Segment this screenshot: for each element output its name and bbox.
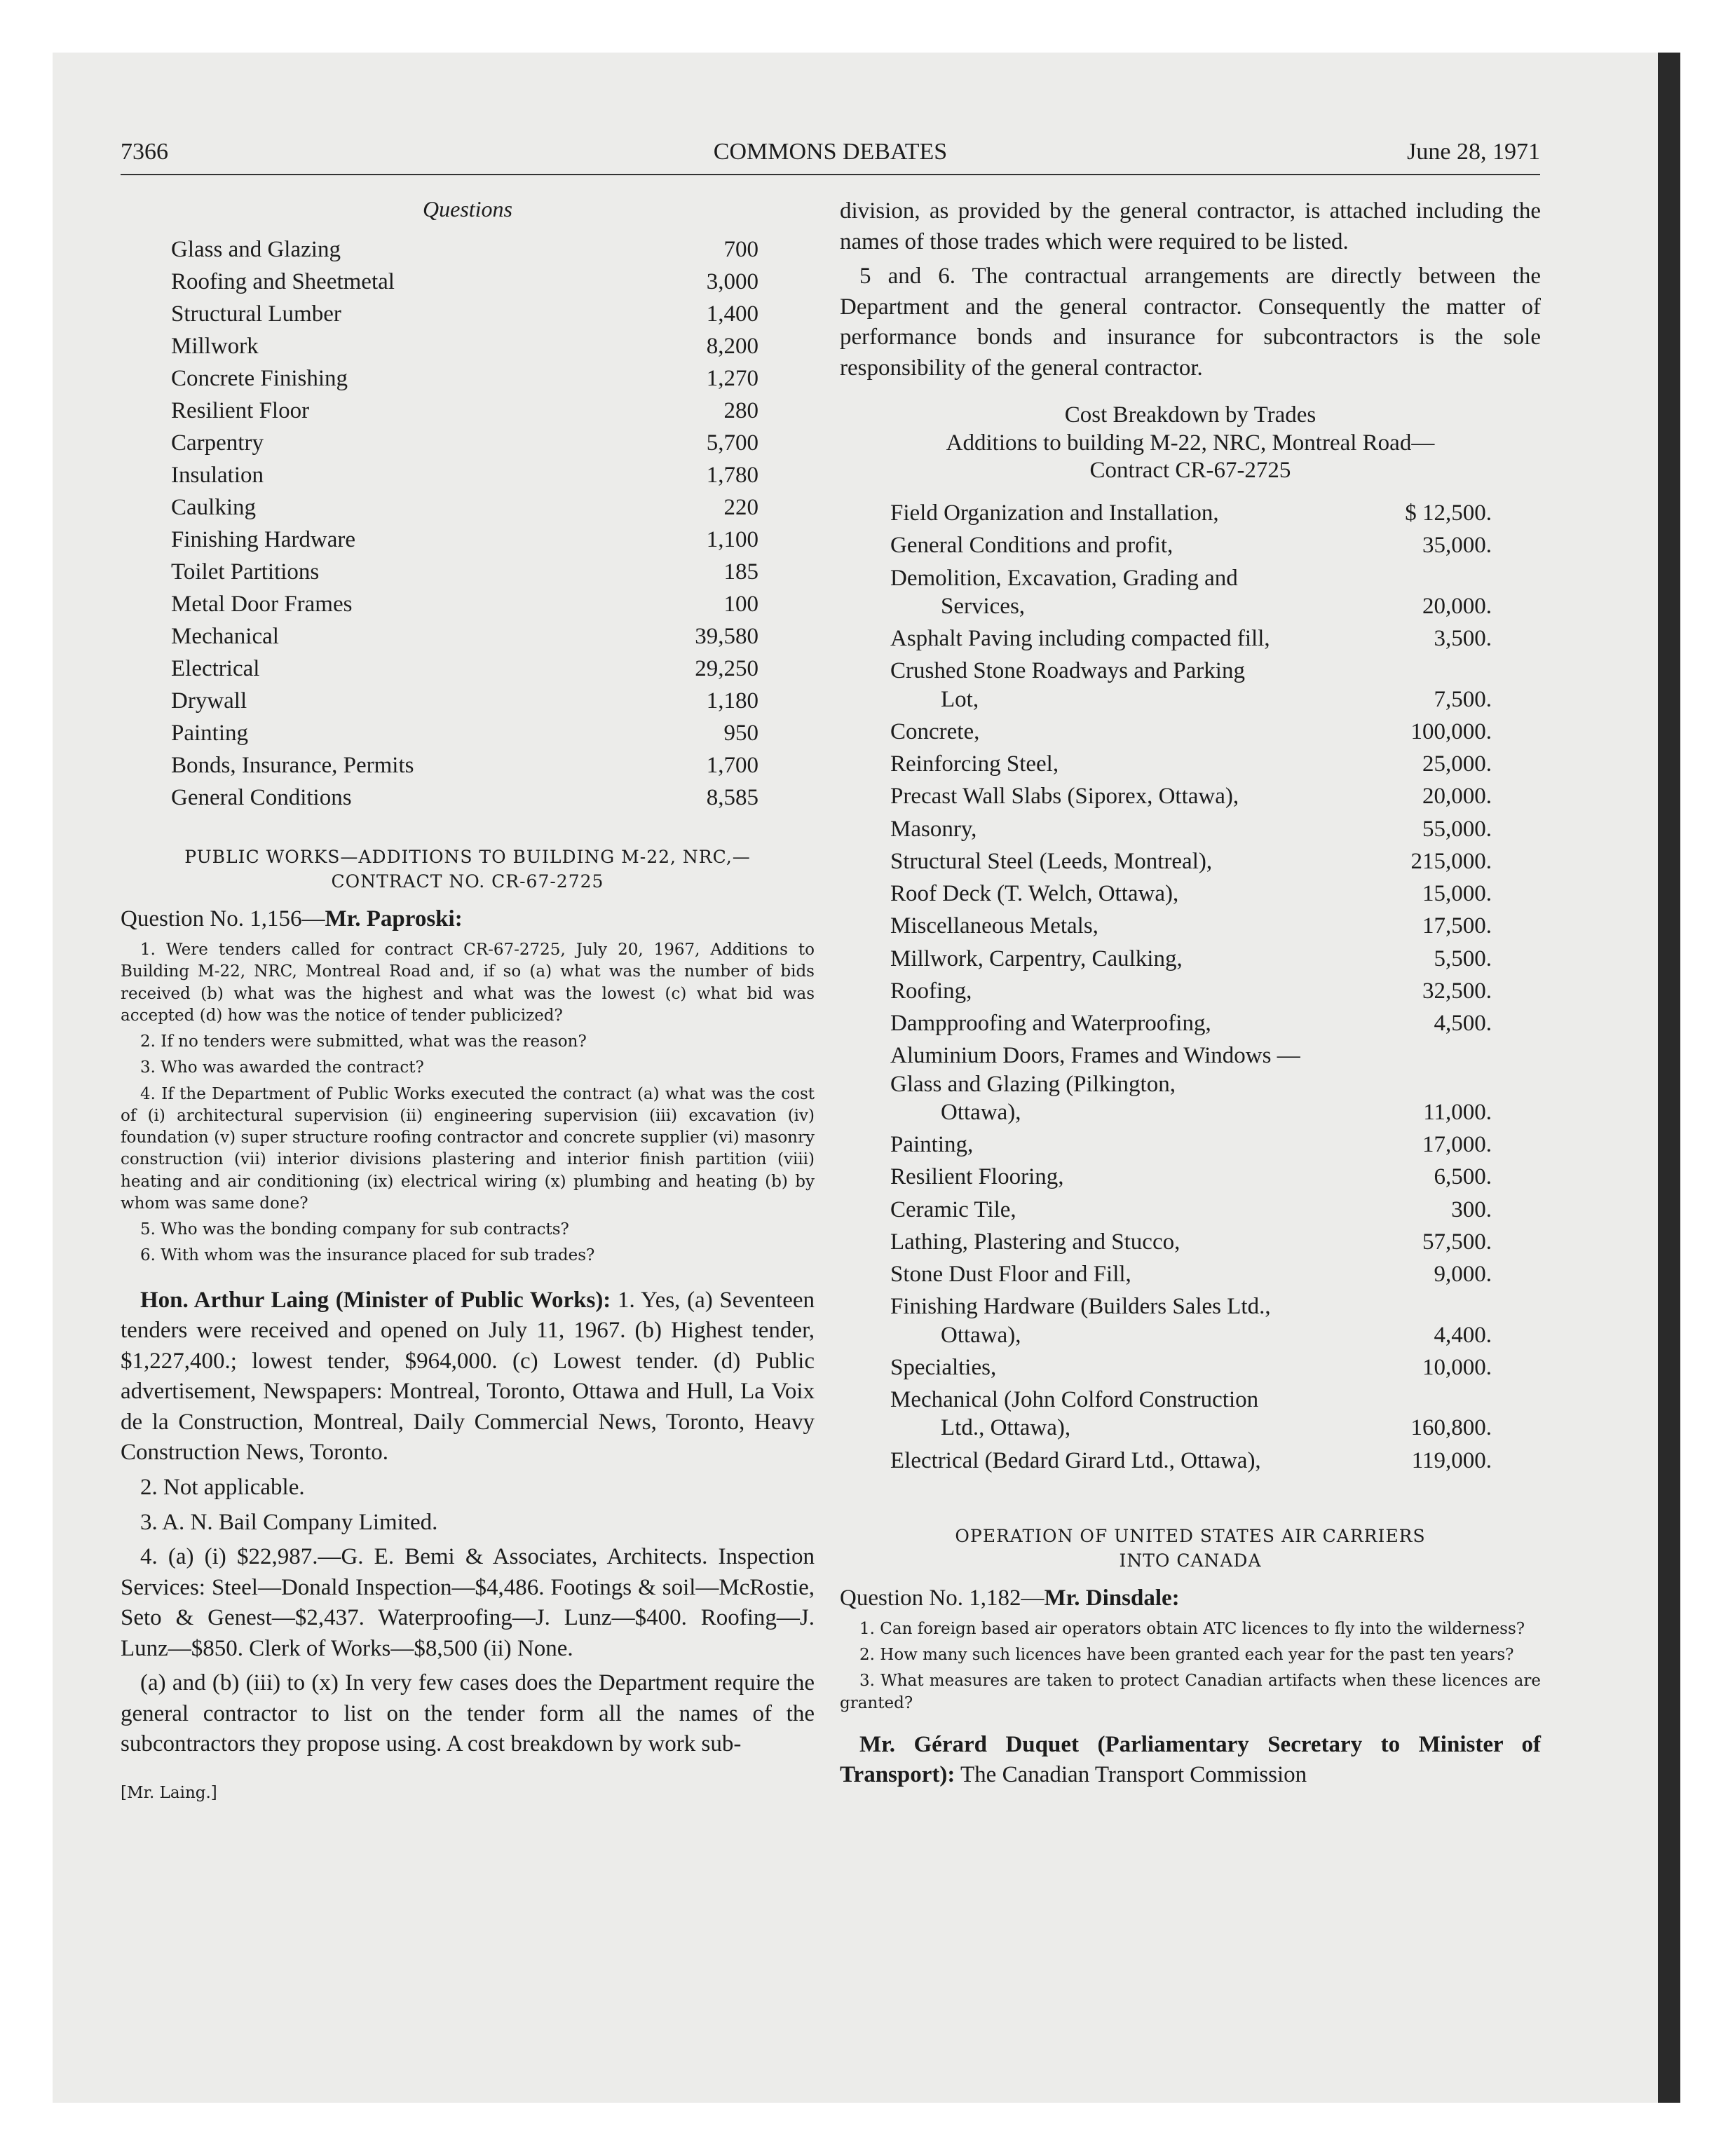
trade-row <box>121 682 815 714</box>
trade-row <box>121 392 815 424</box>
answer-paragraph <box>840 1730 1541 1791</box>
breakdown-row <box>840 778 1541 810</box>
trade-name: Concrete Finishing <box>171 366 348 391</box>
breakdown-amount: 55,000. <box>1422 816 1492 842</box>
breakdown-amount: 300. <box>1451 1196 1492 1222</box>
breakdown-amount: 160,800. <box>1410 1415 1492 1441</box>
trade-amount: 700 <box>723 237 758 262</box>
trade-amount: 1,180 <box>706 688 758 714</box>
breakdown-row <box>840 875 1541 908</box>
breakdown-amount: 15,000. <box>1422 881 1492 907</box>
trade-row <box>121 489 815 521</box>
breakdown-item <box>840 941 1331 973</box>
breakdown-item <box>840 778 1331 810</box>
item-label: Dampproofing and Waterproofing, <box>890 1011 1211 1037</box>
breakdown-row <box>840 973 1541 1005</box>
item-label: Mechanical (John Colford Construction <box>890 1387 1259 1413</box>
answer-item: 4. (a) (i) $22,987.—G. E. Bemi & Associates, Architects. Inspection Services: Steel—Donald Inspection—$4,486. Footings & soil—McRostie, Seto & Genest—$2,437. Waterproofing—J. Lunz—$400. Roofing—J. Lunz—$850. Clerk of Works—$8,500 (ii) None. <box>121 1544 815 1661</box>
trade-name: Glass and Glazing <box>171 237 341 262</box>
breakdown-row <box>840 811 1541 843</box>
item-label: Miscellaneous Metals, <box>890 913 1098 939</box>
right-column <box>840 196 1541 1795</box>
breakdown-row <box>840 1256 1541 1288</box>
breakdown-row <box>840 560 1541 621</box>
trade-row <box>121 618 815 650</box>
breakdown-item <box>840 843 1331 875</box>
paragraph-5-6: 5 and 6. The contractual arrangements are directly between the Department and the general contractor. Consequently the matter of performance bonds and insurance for subcontractors is the sole responsibility of the general contractor. <box>840 264 1541 381</box>
item-continuation: Ottawa), <box>941 1099 1021 1125</box>
item-continuation: Ltd., Ottawa), <box>941 1415 1071 1441</box>
trade-amount: 100 <box>723 592 758 617</box>
trade-row <box>121 779 815 811</box>
item-label: Roofing, <box>890 978 972 1004</box>
breakdown-item <box>840 1005 1331 1037</box>
breakdown-amount: 20,000. <box>1422 784 1492 810</box>
heading-line: CONTRACT NO. CR-67-2725 <box>331 871 604 892</box>
breakdown-row <box>840 746 1541 778</box>
breakdown-amount: 25,000. <box>1422 751 1492 777</box>
breakdown-row <box>840 495 1541 527</box>
breakdown-item <box>840 620 1331 653</box>
breakdown-item <box>840 1349 1331 1381</box>
item-label: Specialties, <box>890 1354 997 1380</box>
item-label: Resilient Flooring, <box>890 1164 1064 1190</box>
trade-row <box>121 714 815 746</box>
breakdown-row <box>840 1159 1541 1191</box>
answer-item: 2. Not applicable. <box>140 1475 305 1500</box>
question-item: 2. If no tenders were submitted, what was the reason? <box>140 1032 587 1051</box>
breakdown-item <box>840 1442 1331 1475</box>
trade-name: Insulation <box>171 463 264 488</box>
question-item: 3. Who was awarded the contract? <box>140 1058 424 1077</box>
item-label: Stone Dust Floor and Fill, <box>890 1262 1131 1288</box>
breakdown-item <box>840 1288 1331 1349</box>
breakdown-row <box>840 908 1541 940</box>
trade-amount: 1,400 <box>706 301 758 327</box>
breakdown-item <box>840 1256 1331 1288</box>
question-number <box>840 1585 1541 1611</box>
question-item: 3. What measures are taken to protect Canadian artifacts when these licences are granted? <box>840 1672 1541 1712</box>
question-prefix: Question No. 1,182— <box>840 1585 1045 1611</box>
trade-amount: 185 <box>723 559 758 585</box>
heading-line: INTO CANADA <box>1119 1550 1262 1571</box>
breakdown-item <box>840 714 1331 746</box>
continuation-paragraph: division, as provided by the general contractor, is attached including the names of those trades which were required to be listed. <box>840 198 1541 254</box>
question-item: 2. How many such licences have been granted each year for the past ten years? <box>859 1646 1514 1665</box>
breakdown-amount: 32,500. <box>1422 978 1492 1004</box>
breakdown-item <box>840 973 1331 1005</box>
heading-line: PUBLIC WORKS—ADDITIONS TO BUILDING M-22, NRC,— <box>184 847 751 867</box>
breakdown-amount: 6,500. <box>1434 1164 1492 1190</box>
answer-paragraph <box>121 1285 815 1468</box>
breakdown-row <box>840 1126 1541 1159</box>
trade-amount: 1,100 <box>706 527 758 552</box>
breakdown-item <box>840 1224 1331 1256</box>
breakdown-row <box>840 1381 1541 1442</box>
breakdown-amount: 4,500. <box>1434 1011 1492 1037</box>
breakdown-item <box>840 908 1331 940</box>
breakdown-amount: 35,000. <box>1422 533 1492 559</box>
trade-row <box>121 585 815 618</box>
item-label: Painting, <box>890 1132 974 1158</box>
item-label: Millwork, Carpentry, Caulking, <box>890 946 1183 971</box>
member-name: Mr. Dinsdale: <box>1044 1585 1180 1611</box>
breakdown-amount: 9,000. <box>1434 1262 1492 1288</box>
breakdown-amount: $ 12,500. <box>1405 500 1492 526</box>
trade-row <box>121 231 815 263</box>
breakdown-item <box>840 811 1331 843</box>
breakdown-amount: 57,500. <box>1422 1229 1492 1255</box>
page-number: 7366 <box>121 139 168 165</box>
breakdown-row <box>840 1442 1541 1475</box>
breakdown-row <box>840 653 1541 714</box>
question-item: 5. Who was the bonding company for sub contracts? <box>140 1220 569 1239</box>
question-item: 4. If the Department of Public Works executed the contract (a) what was the cost of (i) architectural supervision (ii) engineering supervision (iii) excavation (iv) foundation (v) super structure roofing contractor and concrete supplier (vi) masonry construction (vii) interior divisions plastering and interior finish partition (viii) heating and air conditioning (ix) electrical wiring (x) plumbing and heating (b) by whom was same done? <box>121 1084 815 1213</box>
issue-date: June 28, 1971 <box>1407 139 1540 165</box>
breakdown-row <box>840 620 1541 653</box>
breakdown-row <box>840 714 1541 746</box>
item-label: General Conditions and profit, <box>890 533 1173 559</box>
trade-amount: 280 <box>723 398 758 423</box>
question-number <box>121 906 815 932</box>
breakdown-item <box>840 1192 1331 1224</box>
trade-amount: 8,200 <box>706 334 758 359</box>
breakdown-amount: 17,000. <box>1422 1132 1492 1158</box>
trade-name: Millwork <box>171 334 259 359</box>
breakdown-item <box>840 1126 1331 1159</box>
trade-name: Bonds, Insurance, Permits <box>171 753 414 778</box>
breakdown-caption <box>840 402 1541 485</box>
trade-amount: 1,700 <box>706 753 758 778</box>
item-label: Asphalt Paving including compacted fill, <box>890 626 1270 652</box>
item-label: Structural Steel (Leeds, Montreal), <box>890 848 1213 874</box>
trades-table <box>121 231 815 811</box>
breakdown-row <box>840 1037 1541 1126</box>
trade-amount: 220 <box>723 495 758 520</box>
answer-item: 3. A. N. Bail Company Limited. <box>140 1509 438 1535</box>
trade-amount: 1,270 <box>706 366 758 391</box>
trade-row <box>121 746 815 779</box>
breakdown-row <box>840 843 1541 875</box>
breakdown-amount: 4,400. <box>1434 1322 1492 1348</box>
speaker-footer: [Mr. Laing.] <box>121 1783 217 1802</box>
breakdown-amount: 17,500. <box>1422 913 1492 939</box>
trade-row <box>121 360 815 392</box>
breakdown-amount: 215,000. <box>1410 848 1492 874</box>
breakdown-item <box>840 560 1331 621</box>
breakdown-row <box>840 1288 1541 1349</box>
trade-row <box>121 424 815 456</box>
breakdown-amount: 119,000. <box>1411 1447 1492 1473</box>
question-prefix: Question No. 1,156— <box>121 906 325 932</box>
item-label: Concrete, <box>890 718 980 744</box>
item-continuation: Ottawa), <box>941 1322 1021 1348</box>
caption-line: Additions to building M-22, NRC, Montreal Road— <box>946 430 1435 456</box>
speaker: Mr. Gérard Duquet (Parliamentary Secretary to Minister of Transport): <box>840 1731 1541 1788</box>
breakdown-amount: 10,000. <box>1422 1354 1492 1380</box>
scan-edge <box>1658 53 1680 2103</box>
breakdown-row <box>840 1349 1541 1381</box>
trade-amount: 29,250 <box>695 656 758 681</box>
item-label: Reinforcing Steel, <box>890 751 1059 777</box>
question-item: 6. With whom was the insurance placed for sub trades? <box>140 1246 595 1265</box>
breakdown-item <box>840 495 1331 527</box>
trade-row <box>121 327 815 360</box>
answer-text: 1. Yes, (a) Seventeen tenders were received and opened on July 11, 1967. (b) Highest tender, $1,227,400.; lowest tender, $964,000. (c) Lowest tender. (d) Public advertisement, Newspapers: Montreal, Toronto, Ottawa and Hull, La Voix de la Construction, Montreal, Daily Commercial News, Toronto, Heavy Construction News, Toronto. <box>121 1287 815 1466</box>
item-continuation: Lot, <box>941 686 979 712</box>
trade-row <box>121 456 815 489</box>
trade-amount: 950 <box>723 721 758 746</box>
trade-name: Roofing and Sheetmetal <box>171 269 395 294</box>
running-head <box>121 139 1540 175</box>
trade-name: General Conditions <box>171 785 352 810</box>
trade-amount: 5,700 <box>706 430 758 456</box>
answer-text: The Canadian Transport Commission <box>955 1762 1307 1788</box>
trade-row <box>121 650 815 682</box>
trade-row <box>121 263 815 295</box>
question-list <box>121 939 815 1267</box>
breakdown-item <box>840 746 1331 778</box>
trade-name: Mechanical <box>171 624 279 649</box>
trade-name: Finishing Hardware <box>171 527 356 552</box>
breakdown-amount: 7,500. <box>1434 686 1492 712</box>
question-list <box>840 1618 1541 1714</box>
trade-name: Caulking <box>171 495 256 520</box>
item-label: Roof Deck (T. Welch, Ottawa), <box>890 881 1179 907</box>
breakdown-item <box>840 1381 1331 1442</box>
item-continuation: Services, <box>941 593 1026 619</box>
item-label: Precast Wall Slabs (Siporex, Ottawa), <box>890 784 1239 810</box>
trade-row <box>121 553 815 585</box>
question-item: 1. Can foreign based air operators obtain ATC licences to fly into the wilderness? <box>859 1619 1525 1638</box>
trade-amount: 39,580 <box>695 624 758 649</box>
item-label: Aluminium Doors, Frames and Windows —Glass and Glazing (Pilkington, <box>890 1043 1300 1097</box>
left-column <box>121 196 815 1802</box>
trade-name: Painting <box>171 721 249 746</box>
item-label: Finishing Hardware (Builders Sales Ltd., <box>890 1294 1271 1320</box>
breakdown-amount: 11,000. <box>1423 1099 1492 1125</box>
breakdown-row <box>840 1192 1541 1224</box>
trade-row <box>121 295 815 327</box>
breakdown-item <box>840 653 1331 714</box>
cost-breakdown-table <box>840 495 1541 1475</box>
item-label: Electrical (Bedard Girard Ltd., Ottawa), <box>890 1447 1261 1473</box>
answer-list <box>121 1473 815 1760</box>
breakdown-item <box>840 1159 1331 1191</box>
trade-name: Metal Door Frames <box>171 592 353 617</box>
breakdown-amount: 100,000. <box>1410 718 1492 744</box>
member-name: Mr. Paproski: <box>325 906 463 932</box>
trade-name: Toilet Partitions <box>171 559 320 585</box>
trade-row <box>121 521 815 553</box>
breakdown-row <box>840 1005 1541 1037</box>
answer-item: (a) and (b) (iii) to (x) In very few cases does the Department require the general contractor to list on the tender form all the names of the subcontractors they propose using. A cost breakdown by work sub- <box>121 1670 815 1757</box>
breakdown-row <box>840 941 1541 973</box>
publication-title: COMMONS DEBATES <box>713 139 948 165</box>
public-works-heading <box>121 845 815 894</box>
breakdown-item <box>840 875 1331 908</box>
trade-name: Resilient Floor <box>171 398 310 423</box>
trade-name: Carpentry <box>171 430 264 456</box>
caption-line: Cost Breakdown by Trades <box>1064 402 1316 428</box>
item-label: Field Organization and Installation, <box>890 500 1219 526</box>
breakdown-amount: 20,000. <box>1422 593 1492 619</box>
item-label: Ceramic Tile, <box>890 1196 1016 1222</box>
section-heading: Questions <box>423 196 512 221</box>
question-item: 1. Were tenders called for contract CR-67-2725, July 20, 1967, Additions to Building M-22, NRC, Montreal Road and, if so (a) what was the number of bids received (b) what was the highest and what was the lowest (c) what bid was accepted (d) how was the notice of tender publicized? <box>121 941 815 1025</box>
item-label: Demolition, Excavation, Grading and <box>890 565 1238 591</box>
trade-amount: 1,780 <box>706 463 758 488</box>
item-label: Crushed Stone Roadways and Parking <box>890 658 1245 684</box>
trade-amount: 8,585 <box>706 785 758 810</box>
breakdown-amount: 5,500. <box>1434 946 1492 971</box>
item-label: Masonry, <box>890 816 977 842</box>
trade-name: Drywall <box>171 688 247 714</box>
item-label: Lathing, Plastering and Stucco, <box>890 1229 1181 1255</box>
breakdown-item <box>840 1037 1331 1126</box>
trade-name: Structural Lumber <box>171 301 341 327</box>
trade-amount: 3,000 <box>706 269 758 294</box>
heading-line: OPERATION OF UNITED STATES AIR CARRIERS <box>955 1525 1426 1546</box>
speaker: Hon. Arthur Laing (Minister of Public Works): <box>140 1287 611 1313</box>
trade-name: Electrical <box>171 656 260 681</box>
breakdown-row <box>840 527 1541 559</box>
caption-line: Contract CR-67-2725 <box>1089 458 1291 484</box>
breakdown-item <box>840 527 1331 559</box>
breakdown-amount: 3,500. <box>1434 626 1492 652</box>
breakdown-row <box>840 1224 1541 1256</box>
air-carriers-heading <box>840 1524 1541 1573</box>
